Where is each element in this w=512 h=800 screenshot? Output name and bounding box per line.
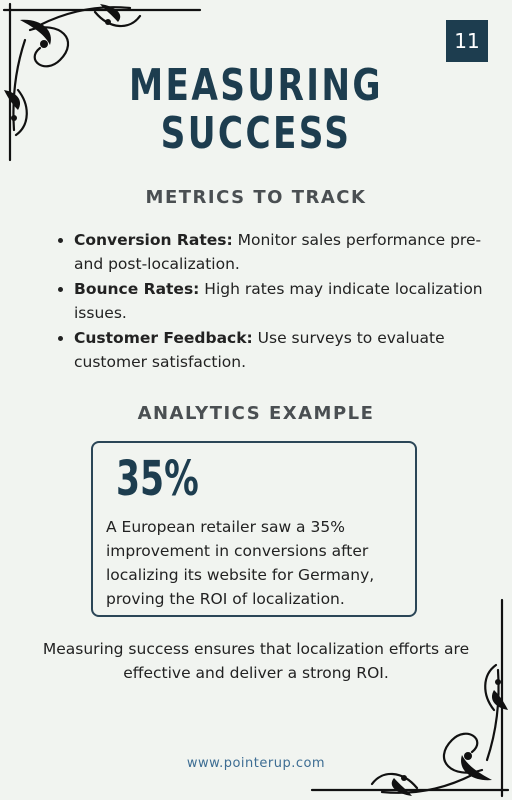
page-title-line-2: SUCCESS [160,108,352,159]
metric-term: Bounce Rates: [74,280,200,298]
metric-description: Monitor sales performance pre- and post-localization. [74,231,482,273]
stat-highlight: 35% [116,451,199,507]
metric-description: High rates may indicate localization issues. [74,280,483,322]
website-link[interactable]: www.pointerup.com [186,756,326,771]
list-item [74,326,494,374]
metric-term: Customer Feedback: [74,329,253,347]
metrics-heading: METRICS TO TRACK [145,187,367,208]
list-item [74,277,494,325]
summary-text: Measuring success ensures that localization efforts are effective and deliver a strong ROI. [42,640,470,682]
page-title-line-1: MEASURING [129,60,383,111]
page-number-badge: 11 [446,20,488,62]
metrics-list [56,228,494,375]
analytics-example-box [91,441,417,617]
list-item [74,228,494,276]
metric-term: Conversion Rates: [74,231,233,249]
page-title [56,62,455,158]
analytics-heading: ANALYTICS EXAMPLE [137,403,375,424]
metric-description: Use surveys to evaluate customer satisfaction. [74,329,445,371]
analytics-example-text: A European retailer saw a 35% improvement in conversions after localizing its website for Germany, proving the ROI of localization. [106,518,375,608]
